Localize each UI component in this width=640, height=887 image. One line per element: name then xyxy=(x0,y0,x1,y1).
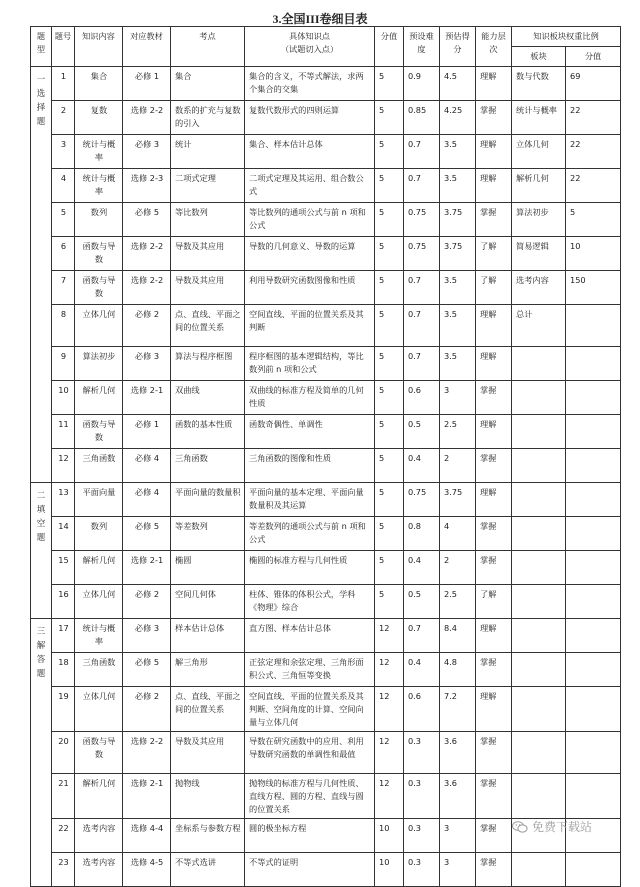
cell-textbook: 必修 1 xyxy=(123,67,171,101)
cell-weight-block: 简易逻辑 xyxy=(512,237,566,271)
section-label-text: 三解答题 xyxy=(36,627,46,679)
cell-difficulty: 0.3 xyxy=(404,732,440,774)
cell-difficulty: 0.7 xyxy=(404,619,440,653)
cell-difficulty: 0.75 xyxy=(404,203,440,237)
cell-weight-score xyxy=(566,415,621,449)
header-specific-sub: （试题切入点） xyxy=(280,44,339,54)
cell-ability: 掌握 xyxy=(476,101,512,135)
cell-difficulty: 0.7 xyxy=(404,271,440,305)
cell-textbook: 必修 4 xyxy=(123,449,171,483)
cell-estimate: 4.25 xyxy=(440,101,476,135)
cell-textbook: 必修 3 xyxy=(123,347,171,381)
cell-specific: 等差数列的通项公式与前 n 项和公式 xyxy=(245,517,375,551)
cell-estimate: 7.2 xyxy=(440,687,476,732)
cell-weight-score xyxy=(566,449,621,483)
table-row xyxy=(31,449,621,483)
cell-specific: 导数在研究函数中的应用、利用导数研究函数的单调性和最值 xyxy=(245,732,375,774)
cell-ability: 掌握 xyxy=(476,853,512,887)
cell-num: 11 xyxy=(52,415,75,449)
cell-num: 14 xyxy=(52,517,75,551)
section-label xyxy=(31,483,52,619)
cell-difficulty: 0.7 xyxy=(404,135,440,169)
cell-exam-point: 样本估计总体 xyxy=(171,619,245,653)
table-row xyxy=(31,551,621,585)
cell-score: 12 xyxy=(375,653,404,687)
cell-knowledge: 统计与概率 xyxy=(75,135,123,169)
cell-score: 5 xyxy=(375,67,404,101)
table-row xyxy=(31,237,621,271)
cell-knowledge: 立体几何 xyxy=(75,585,123,619)
cell-textbook: 必修 5 xyxy=(123,203,171,237)
cell-estimate: 2 xyxy=(440,449,476,483)
cell-estimate: 4.5 xyxy=(440,67,476,101)
header-estimate: 预估得分 xyxy=(440,27,476,67)
cell-textbook: 必修 4 xyxy=(123,483,171,517)
cell-num: 15 xyxy=(52,551,75,585)
cell-exam-point: 导数及其应用 xyxy=(171,732,245,774)
cell-estimate: 3 xyxy=(440,819,476,853)
cell-score: 5 xyxy=(375,203,404,237)
table-row xyxy=(31,135,621,169)
cell-knowledge: 数列 xyxy=(75,517,123,551)
cell-num: 16 xyxy=(52,585,75,619)
cell-weight-block xyxy=(512,483,566,517)
cell-knowledge: 三角函数 xyxy=(75,449,123,483)
cell-specific: 抛物线的标准方程与几何性质、直线方程、圆的方程、直线与圆的位置关系 xyxy=(245,774,375,819)
cell-difficulty: 0.4 xyxy=(404,449,440,483)
cell-exam-point: 坐标系与参数方程 xyxy=(171,819,245,853)
cell-weight-score xyxy=(566,483,621,517)
cell-weight-score xyxy=(566,347,621,381)
cell-exam-point: 点、直线、平面之间的位置关系 xyxy=(171,305,245,347)
cell-weight-score xyxy=(566,305,621,347)
cell-specific: 平面向量的基本定理、平面向量数量积及其运算 xyxy=(245,483,375,517)
cell-textbook: 必修 3 xyxy=(123,135,171,169)
table-row xyxy=(31,347,621,381)
cell-ability: 掌握 xyxy=(476,653,512,687)
cell-score: 5 xyxy=(375,169,404,203)
cell-difficulty: 0.6 xyxy=(404,381,440,415)
cell-exam-point: 三角函数 xyxy=(171,449,245,483)
cell-textbook: 选修 4-5 xyxy=(123,853,171,887)
cell-specific: 不等式的证明 xyxy=(245,853,375,887)
cell-ability: 了解 xyxy=(476,271,512,305)
cell-knowledge: 函数与导数 xyxy=(75,415,123,449)
cell-exam-point: 解三角形 xyxy=(171,653,245,687)
table-row xyxy=(31,271,621,305)
cell-difficulty: 0.6 xyxy=(404,687,440,732)
cell-specific: 等比数列的通项公式与前 n 项和公式 xyxy=(245,203,375,237)
cell-ability: 理解 xyxy=(476,169,512,203)
cell-difficulty: 0.8 xyxy=(404,517,440,551)
cell-knowledge: 立体几何 xyxy=(75,305,123,347)
cell-difficulty: 0.7 xyxy=(404,347,440,381)
cell-estimate: 8.4 xyxy=(440,619,476,653)
header-difficulty: 预设难度 xyxy=(404,27,440,67)
cell-score: 5 xyxy=(375,415,404,449)
cell-ability: 理解 xyxy=(476,305,512,347)
cell-ability: 掌握 xyxy=(476,449,512,483)
cell-weight-score: 22 xyxy=(566,135,621,169)
cell-weight-block xyxy=(512,381,566,415)
cell-textbook: 选修 2-1 xyxy=(123,551,171,585)
cell-ability: 掌握 xyxy=(476,774,512,819)
cell-num: 10 xyxy=(52,381,75,415)
cell-specific: 三角函数的图像和性质 xyxy=(245,449,375,483)
cell-score: 5 xyxy=(375,237,404,271)
cell-score: 10 xyxy=(375,853,404,887)
cell-estimate: 3.5 xyxy=(440,305,476,347)
cell-num: 4 xyxy=(52,169,75,203)
cell-weight-score: 22 xyxy=(566,101,621,135)
cell-ability: 掌握 xyxy=(476,381,512,415)
cell-estimate: 4 xyxy=(440,517,476,551)
cell-knowledge: 平面向量 xyxy=(75,483,123,517)
cell-difficulty: 0.4 xyxy=(404,653,440,687)
table-row xyxy=(31,732,621,774)
table-row xyxy=(31,101,621,135)
cell-num: 9 xyxy=(52,347,75,381)
cell-ability: 理解 xyxy=(476,347,512,381)
cell-weight-score: 150 xyxy=(566,271,621,305)
table-row xyxy=(31,169,621,203)
cell-textbook: 选修 2-1 xyxy=(123,381,171,415)
cell-textbook: 选修 2-2 xyxy=(123,732,171,774)
cell-num: 18 xyxy=(52,653,75,687)
cell-difficulty: 0.3 xyxy=(404,774,440,819)
header-weight: 知识板块权重比例 xyxy=(512,27,621,47)
table-row xyxy=(31,415,621,449)
section-label xyxy=(31,619,52,887)
cell-num: 7 xyxy=(52,271,75,305)
cell-difficulty: 0.3 xyxy=(404,853,440,887)
page-title: 3.全国III卷细目表 xyxy=(272,12,368,26)
cell-score: 12 xyxy=(375,619,404,653)
cell-textbook: 必修 2 xyxy=(123,585,171,619)
cell-textbook: 选修 2-2 xyxy=(123,271,171,305)
cell-num: 19 xyxy=(52,687,75,732)
cell-knowledge: 函数与导数 xyxy=(75,732,123,774)
cell-specific: 复数代数形式的四则运算 xyxy=(245,101,375,135)
cell-weight-score xyxy=(566,517,621,551)
table-row xyxy=(31,687,621,732)
cell-difficulty: 0.3 xyxy=(404,819,440,853)
cell-textbook: 选修 4-4 xyxy=(123,819,171,853)
cell-textbook: 选修 2-2 xyxy=(123,101,171,135)
cell-textbook: 必修 5 xyxy=(123,517,171,551)
cell-exam-point: 平面向量的数量积 xyxy=(171,483,245,517)
cell-difficulty: 0.4 xyxy=(404,551,440,585)
table-row xyxy=(31,67,621,101)
cell-ability: 理解 xyxy=(476,415,512,449)
cell-score: 12 xyxy=(375,732,404,774)
cell-specific: 椭圆的标准方程与几何性质 xyxy=(245,551,375,585)
cell-estimate: 2.5 xyxy=(440,585,476,619)
cell-weight-block: 立体几何 xyxy=(512,135,566,169)
cell-estimate: 3.5 xyxy=(440,135,476,169)
cell-knowledge: 解析几何 xyxy=(75,774,123,819)
wechat-icon xyxy=(512,821,528,833)
cell-exam-point: 函数的基本性质 xyxy=(171,415,245,449)
cell-exam-point: 算法与程序框图 xyxy=(171,347,245,381)
cell-weight-block xyxy=(512,653,566,687)
cell-specific: 程序框图的基本逻辑结构，等比数列前 n 项和公式 xyxy=(245,347,375,381)
cell-difficulty: 0.7 xyxy=(404,305,440,347)
cell-specific: 利用导数研究函数图像和性质 xyxy=(245,271,375,305)
cell-knowledge: 三角函数 xyxy=(75,653,123,687)
cell-knowledge: 集合 xyxy=(75,67,123,101)
cell-weight-block: 统计与概率 xyxy=(512,101,566,135)
cell-knowledge: 立体几何 xyxy=(75,687,123,732)
cell-score: 5 xyxy=(375,585,404,619)
cell-exam-point: 等比数列 xyxy=(171,203,245,237)
cell-exam-point: 点、直线、平面之间的位置关系 xyxy=(171,687,245,732)
cell-num: 6 xyxy=(52,237,75,271)
cell-estimate: 3.75 xyxy=(440,483,476,517)
cell-estimate: 2.5 xyxy=(440,415,476,449)
table-row xyxy=(31,381,621,415)
cell-specific: 正弦定理和余弦定理、三角形面积公式、三角恒等变换 xyxy=(245,653,375,687)
header-type: 题型 xyxy=(31,27,52,67)
cell-score: 5 xyxy=(375,381,404,415)
header-textbook: 对应教材 xyxy=(123,27,171,67)
cell-difficulty: 0.9 xyxy=(404,67,440,101)
section-label-text: 二填空题 xyxy=(36,491,46,543)
cell-weight-score xyxy=(566,585,621,619)
cell-specific: 空间直线、平面的位置关系及其判断、空间角度的计算、空间向量与立体几何 xyxy=(245,687,375,732)
cell-textbook: 选修 2-2 xyxy=(123,237,171,271)
cell-exam-point: 不等式选讲 xyxy=(171,853,245,887)
cell-num: 3 xyxy=(52,135,75,169)
cell-score: 12 xyxy=(375,687,404,732)
cell-textbook: 选修 2-1 xyxy=(123,774,171,819)
cell-textbook: 必修 5 xyxy=(123,653,171,687)
cell-score: 5 xyxy=(375,449,404,483)
section-label-text: 一选择题 xyxy=(36,75,46,127)
cell-score: 12 xyxy=(375,774,404,819)
cell-knowledge: 选考内容 xyxy=(75,819,123,853)
cell-knowledge: 复数 xyxy=(75,101,123,135)
cell-weight-block: 解析几何 xyxy=(512,169,566,203)
cell-difficulty: 0.75 xyxy=(404,483,440,517)
cell-weight-block: 选考内容 xyxy=(512,271,566,305)
cell-weight-block xyxy=(512,687,566,732)
cell-specific: 柱体、锥体的体积公式，学科《物理》综合 xyxy=(245,585,375,619)
cell-knowledge: 函数与导数 xyxy=(75,237,123,271)
table-row xyxy=(31,853,621,887)
header-specific xyxy=(245,27,375,67)
header-ability: 能力层次 xyxy=(476,27,512,67)
cell-weight-block xyxy=(512,347,566,381)
cell-weight-block xyxy=(512,517,566,551)
cell-score: 5 xyxy=(375,101,404,135)
cell-weight-block: 总计 xyxy=(512,305,566,347)
cell-specific: 二项式定理及其运用、组合数公式 xyxy=(245,169,375,203)
table-row xyxy=(31,774,621,819)
cell-weight-block xyxy=(512,551,566,585)
cell-knowledge: 解析几何 xyxy=(75,551,123,585)
cell-weight-block xyxy=(512,415,566,449)
cell-specific: 函数奇偶性、单调性 xyxy=(245,415,375,449)
cell-weight-score: 22 xyxy=(566,169,621,203)
cell-difficulty: 0.7 xyxy=(404,169,440,203)
header-num: 题号 xyxy=(52,27,75,67)
cell-num: 2 xyxy=(52,101,75,135)
cell-knowledge: 算法初步 xyxy=(75,347,123,381)
table-row xyxy=(31,305,621,347)
cell-estimate: 3.5 xyxy=(440,347,476,381)
cell-exam-point: 集合 xyxy=(171,67,245,101)
cell-ability: 了解 xyxy=(476,237,512,271)
cell-weight-score xyxy=(566,381,621,415)
cell-weight-block xyxy=(512,732,566,774)
cell-textbook: 必修 3 xyxy=(123,619,171,653)
cell-weight-score xyxy=(566,619,621,653)
cell-textbook: 必修 2 xyxy=(123,687,171,732)
cell-specific: 圆的极坐标方程 xyxy=(245,819,375,853)
cell-weight-score xyxy=(566,732,621,774)
header-score: 分值 xyxy=(375,27,404,67)
header-specific-main: 具体知识点 xyxy=(289,31,330,41)
cell-exam-point: 椭圆 xyxy=(171,551,245,585)
header-weight-block: 板块 xyxy=(512,47,566,67)
cell-ability: 掌握 xyxy=(476,551,512,585)
cell-estimate: 3.5 xyxy=(440,271,476,305)
cell-ability: 掌握 xyxy=(476,203,512,237)
cell-estimate: 3.75 xyxy=(440,203,476,237)
header-exam-point: 考点 xyxy=(171,27,245,67)
cell-difficulty: 0.75 xyxy=(404,237,440,271)
cell-ability: 了解 xyxy=(476,585,512,619)
cell-num: 23 xyxy=(52,853,75,887)
cell-estimate: 3.75 xyxy=(440,237,476,271)
cell-weight-score: 10 xyxy=(566,237,621,271)
cell-score: 10 xyxy=(375,819,404,853)
cell-num: 5 xyxy=(52,203,75,237)
cell-specific: 集合、样本估计总体 xyxy=(245,135,375,169)
cell-knowledge: 函数与导数 xyxy=(75,271,123,305)
cell-knowledge: 统计与概率 xyxy=(75,169,123,203)
cell-specific: 导数的几何意义、导数的运算 xyxy=(245,237,375,271)
cell-estimate: 4.8 xyxy=(440,653,476,687)
cell-weight-block xyxy=(512,774,566,819)
cell-knowledge: 解析几何 xyxy=(75,381,123,415)
cell-weight-block xyxy=(512,585,566,619)
cell-specific: 集合的含义，不等式解法，求两个集合的交集 xyxy=(245,67,375,101)
cell-score: 5 xyxy=(375,135,404,169)
header-weight-score: 分值 xyxy=(566,47,621,67)
cell-ability: 掌握 xyxy=(476,732,512,774)
cell-estimate: 3 xyxy=(440,381,476,415)
watermark-text: 免费下载站 xyxy=(532,820,593,834)
cell-ability: 理解 xyxy=(476,67,512,101)
cell-weight-score xyxy=(566,551,621,585)
cell-exam-point: 等差数列 xyxy=(171,517,245,551)
cell-num: 1 xyxy=(52,67,75,101)
cell-specific: 空间直线、平面的位置关系及其判断 xyxy=(245,305,375,347)
cell-estimate: 3.6 xyxy=(440,774,476,819)
cell-weight-block: 数与代数 xyxy=(512,67,566,101)
cell-knowledge: 统计与概率 xyxy=(75,619,123,653)
cell-textbook: 必修 1 xyxy=(123,415,171,449)
table-row xyxy=(31,203,621,237)
cell-weight-score xyxy=(566,774,621,819)
cell-num: 13 xyxy=(52,483,75,517)
table-row xyxy=(31,483,621,517)
cell-difficulty: 0.5 xyxy=(404,415,440,449)
cell-weight-block xyxy=(512,449,566,483)
cell-exam-point: 数系的扩充与复数的引入 xyxy=(171,101,245,135)
cell-knowledge: 选考内容 xyxy=(75,853,123,887)
cell-ability: 理解 xyxy=(476,483,512,517)
table-row xyxy=(31,653,621,687)
cell-ability: 掌握 xyxy=(476,517,512,551)
table-row xyxy=(31,585,621,619)
cell-estimate: 3.6 xyxy=(440,732,476,774)
watermark xyxy=(512,818,592,835)
cell-exam-point: 双曲线 xyxy=(171,381,245,415)
cell-score: 5 xyxy=(375,517,404,551)
cell-exam-point: 统计 xyxy=(171,135,245,169)
cell-weight-score: 69 xyxy=(566,67,621,101)
cell-exam-point: 二项式定理 xyxy=(171,169,245,203)
cell-weight-score: 5 xyxy=(566,203,621,237)
cell-exam-point: 导数及其应用 xyxy=(171,271,245,305)
cell-num: 20 xyxy=(52,732,75,774)
cell-estimate: 3 xyxy=(440,853,476,887)
cell-score: 5 xyxy=(375,305,404,347)
cell-num: 21 xyxy=(52,774,75,819)
cell-specific: 直方图、样本估计总体 xyxy=(245,619,375,653)
cell-num: 8 xyxy=(52,305,75,347)
cell-weight-score xyxy=(566,653,621,687)
cell-ability: 理解 xyxy=(476,619,512,653)
cell-weight-block: 算法初步 xyxy=(512,203,566,237)
cell-score: 5 xyxy=(375,551,404,585)
cell-score: 5 xyxy=(375,483,404,517)
cell-estimate: 2 xyxy=(440,551,476,585)
cell-weight-score xyxy=(566,853,621,887)
cell-score: 5 xyxy=(375,347,404,381)
cell-estimate: 3.5 xyxy=(440,169,476,203)
header-knowledge: 知识内容 xyxy=(75,27,123,67)
cell-knowledge: 数列 xyxy=(75,203,123,237)
cell-textbook: 必修 2 xyxy=(123,305,171,347)
cell-score: 5 xyxy=(375,271,404,305)
cell-num: 17 xyxy=(52,619,75,653)
cell-exam-point: 抛物线 xyxy=(171,774,245,819)
cell-specific: 双曲线的标准方程及简单的几何性质 xyxy=(245,381,375,415)
cell-weight-score xyxy=(566,687,621,732)
section-label xyxy=(31,67,52,483)
cell-difficulty: 0.85 xyxy=(404,101,440,135)
cell-num: 22 xyxy=(52,819,75,853)
cell-num: 12 xyxy=(52,449,75,483)
cell-ability: 理解 xyxy=(476,135,512,169)
cell-weight-block xyxy=(512,619,566,653)
table-row xyxy=(31,619,621,653)
cell-weight-block xyxy=(512,853,566,887)
cell-ability: 理解 xyxy=(476,687,512,732)
cell-exam-point: 空间几何体 xyxy=(171,585,245,619)
detail-table xyxy=(30,26,621,887)
cell-textbook: 选修 2-3 xyxy=(123,169,171,203)
cell-exam-point: 导数及其应用 xyxy=(171,237,245,271)
cell-ability: 掌握 xyxy=(476,819,512,853)
cell-difficulty: 0.5 xyxy=(404,585,440,619)
table-row xyxy=(31,517,621,551)
